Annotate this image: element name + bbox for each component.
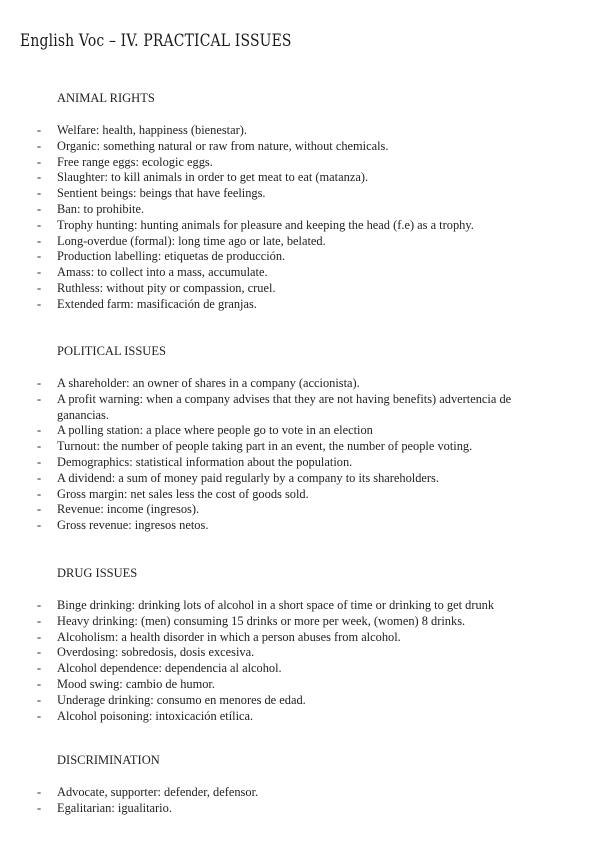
list-item bbox=[0, 709, 600, 725]
bullet-dash: - bbox=[37, 692, 42, 707]
entry-text: Extended farm: masificación de granjas. bbox=[57, 296, 257, 311]
bullet-dash: - bbox=[37, 233, 42, 248]
list-item bbox=[0, 518, 600, 534]
list-item bbox=[0, 487, 600, 503]
bullet-dash: - bbox=[37, 454, 42, 469]
list-item bbox=[0, 455, 600, 471]
bullet-dash: - bbox=[37, 280, 42, 295]
entry-text: A shareholder: an owner of shares in a company (accionista). bbox=[57, 376, 360, 390]
bullet-dash: - bbox=[37, 186, 42, 201]
list-item bbox=[0, 186, 600, 202]
bullet-dash: - bbox=[37, 217, 42, 232]
bullet-dash: - bbox=[37, 486, 42, 501]
bullet-dash: - bbox=[37, 645, 42, 660]
entry-text: Underage drinking: consumo en menores de edad. bbox=[57, 692, 306, 707]
bullet-dash: - bbox=[37, 613, 42, 628]
list-item bbox=[0, 502, 600, 518]
bullet-dash: - bbox=[37, 265, 42, 280]
entry-text: Alcohol dependence: dependencia al alcohol. bbox=[57, 661, 282, 676]
entry-text: A dividend: a sum of money paid regularly by a company to its shareholders. bbox=[57, 470, 439, 485]
list-item bbox=[0, 155, 600, 171]
entry-text: Amass: to collect into a mass, accumulate. bbox=[57, 265, 268, 280]
list-item bbox=[0, 218, 600, 234]
vocabulary-list bbox=[0, 123, 600, 313]
list-item bbox=[0, 693, 600, 709]
list-item bbox=[0, 439, 600, 455]
vocabulary-list bbox=[0, 598, 600, 724]
bullet-dash: - bbox=[37, 785, 42, 799]
list-item bbox=[0, 630, 600, 646]
list-item bbox=[0, 392, 600, 424]
bullet-dash: - bbox=[37, 629, 42, 644]
section-heading: ANIMAL RIGHTS bbox=[57, 91, 155, 105]
list-item bbox=[0, 598, 600, 614]
bullet-dash: - bbox=[37, 470, 42, 485]
bullet-dash: - bbox=[37, 502, 42, 517]
list-item bbox=[0, 677, 600, 693]
bullet-dash: - bbox=[37, 439, 42, 454]
bullet-dash: - bbox=[37, 800, 42, 815]
bullet-dash: - bbox=[37, 676, 42, 691]
list-item bbox=[0, 139, 600, 155]
entry-text: Ban: to prohibite. bbox=[57, 201, 145, 216]
list-item bbox=[0, 234, 600, 250]
bullet-dash: - bbox=[37, 518, 42, 533]
list-item bbox=[0, 661, 600, 677]
entry-text: Alcohol poisoning: intoxicación etílica. bbox=[57, 708, 254, 723]
entry-text: Trophy hunting: hunting animals for pleasure and keeping the head (f.e) as a trophy. bbox=[57, 217, 474, 232]
bullet-dash: - bbox=[37, 170, 42, 185]
list-item bbox=[0, 281, 600, 297]
entry-text: Organic: something natural or raw from nature, without chemicals. bbox=[57, 138, 389, 153]
list-item bbox=[0, 202, 600, 218]
list-item bbox=[0, 801, 600, 817]
bullet-dash: - bbox=[37, 201, 42, 216]
bullet-dash: - bbox=[37, 598, 42, 612]
document-title: English Voc – IV. PRACTICAL ISSUES bbox=[20, 31, 292, 51]
entry-text: Revenue: income (ingresos). bbox=[57, 502, 200, 517]
list-item bbox=[0, 249, 600, 265]
list-item bbox=[0, 614, 600, 630]
entry-text: Heavy drinking: (men) consuming 15 drinks or more per week, (women) 8 drinks. bbox=[57, 613, 466, 628]
entry-text: Ruthless: without pity or compassion, cruel. bbox=[57, 280, 276, 295]
entry-text: Long-overdue (formal): long time ago or late, belated. bbox=[57, 233, 326, 248]
entry-text: A profit warning: when a company advises that they are not having benefits) advertencia de ganancias. bbox=[57, 391, 512, 422]
section-heading: DISCRIMINATION bbox=[57, 753, 160, 767]
section-heading: DRUG ISSUES bbox=[57, 566, 138, 580]
list-item bbox=[0, 376, 600, 392]
entry-text: Alcoholism: a health disorder in which a person abuses from alcohol. bbox=[57, 629, 401, 644]
entry-text: Gross revenue: ingresos netos. bbox=[57, 518, 209, 533]
entry-text: Binge drinking: drinking lots of alcohol in a short space of time or drinking to get drunk bbox=[57, 598, 495, 612]
entry-text: Free range eggs: ecologic eggs. bbox=[57, 154, 213, 169]
entry-text: Welfare: health, happiness (bienestar). bbox=[57, 123, 247, 137]
entry-text: Gross margin: net sales less the cost of goods sold. bbox=[57, 486, 309, 501]
entry-text: Demographics: statistical information about the population. bbox=[57, 454, 353, 469]
bullet-dash: - bbox=[37, 708, 42, 723]
bullet-dash: - bbox=[37, 391, 42, 406]
vocabulary-list bbox=[0, 376, 600, 534]
bullet-dash: - bbox=[37, 249, 42, 264]
entry-text: Overdosing: sobredosis, dosis excesiva. bbox=[57, 645, 255, 660]
bullet-dash: - bbox=[37, 376, 42, 390]
vocabulary-list bbox=[0, 785, 600, 817]
list-item bbox=[0, 123, 600, 139]
bullet-dash: - bbox=[37, 154, 42, 169]
entry-text: A polling station: a place where people go to vote in an election bbox=[57, 423, 373, 438]
section-heading: POLITICAL ISSUES bbox=[57, 344, 166, 358]
list-item bbox=[0, 423, 600, 439]
entry-text: Production labelling: etiquetas de producción. bbox=[57, 249, 286, 264]
list-item bbox=[0, 265, 600, 281]
bullet-dash: - bbox=[37, 123, 42, 137]
bullet-dash: - bbox=[37, 423, 42, 438]
entry-text: Turnout: the number of people taking part in an event, the number of people voting. bbox=[57, 439, 473, 454]
entry-text: Egalitarian: igualitario. bbox=[57, 800, 172, 815]
bullet-dash: - bbox=[37, 296, 42, 311]
list-item bbox=[0, 645, 600, 661]
list-item bbox=[0, 471, 600, 487]
entry-text: Mood swing: cambio de humor. bbox=[57, 676, 215, 691]
entry-text: Sentient beings: beings that have feelings. bbox=[57, 186, 266, 201]
entry-text: Advocate, supporter: defender, defensor. bbox=[57, 785, 259, 799]
bullet-dash: - bbox=[37, 661, 42, 676]
entry-text: Slaughter: to kill animals in order to get meat to eat (matanza). bbox=[57, 170, 369, 185]
list-item bbox=[0, 170, 600, 186]
list-item bbox=[0, 297, 600, 313]
list-item bbox=[0, 785, 600, 801]
bullet-dash: - bbox=[37, 138, 42, 153]
